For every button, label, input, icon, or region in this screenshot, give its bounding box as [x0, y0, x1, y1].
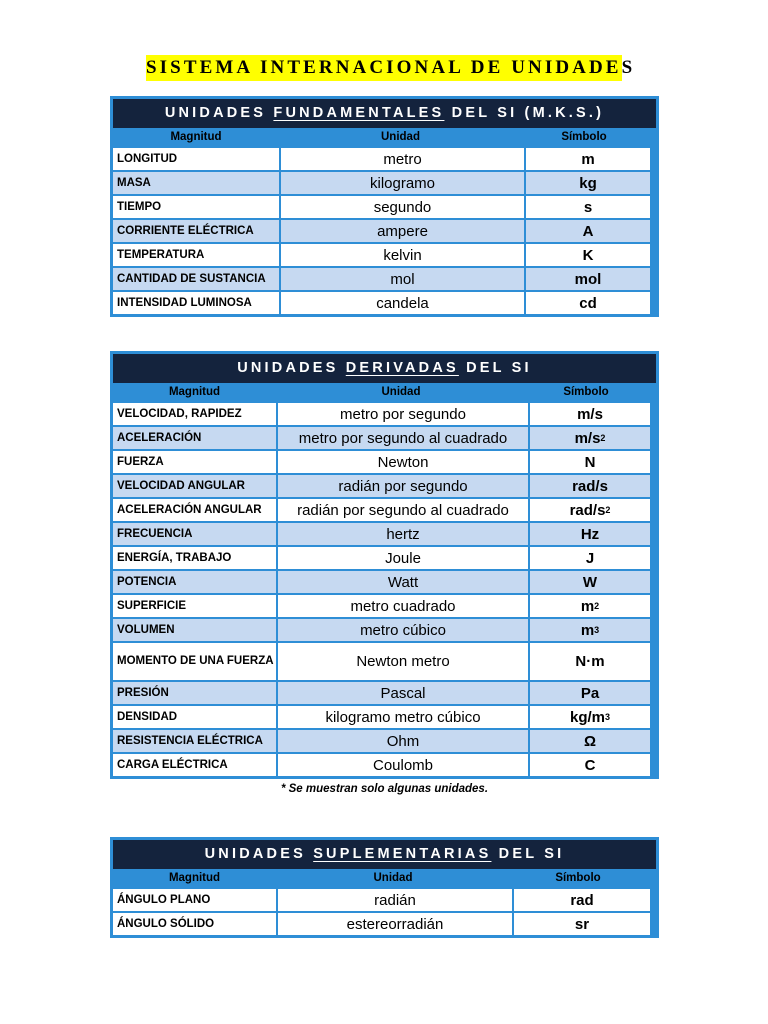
table-row — [113, 292, 656, 314]
header-suffix: DEL SI (M.K.S.) — [444, 105, 605, 121]
column-headers — [113, 383, 656, 401]
table-row — [113, 403, 656, 425]
unidad-cell: Pascal — [278, 682, 528, 704]
magnitud-cell: ÁNGULO PLANO — [113, 889, 276, 911]
page-title: SISTEMA INTERNACIONAL DE UNIDADES — [146, 55, 622, 81]
simbolo-cell: m 3 — [530, 619, 650, 641]
table-row — [113, 475, 656, 497]
table-row — [113, 451, 656, 473]
magnitud-cell: VELOCIDAD, RAPIDEZ — [113, 403, 276, 425]
simbolo-cell — [530, 475, 650, 497]
magnitud-cell: CARGA ELÉCTRICA — [113, 754, 276, 776]
magnitud-cell: LONGITUD — [113, 148, 279, 170]
simbolo-text: m/s — [577, 405, 603, 423]
unidad-cell: Newton metro — [278, 643, 528, 680]
simbolo-text: J — [585, 549, 595, 567]
derived-units-table — [110, 351, 659, 779]
table-row — [113, 754, 656, 776]
table-row — [113, 643, 656, 680]
table-row — [113, 499, 656, 521]
header-keyword: FUNDAMENTALES — [273, 105, 445, 121]
unidad-cell: mol — [281, 268, 524, 290]
fundamental-units-table — [110, 96, 659, 317]
magnitud-cell: CANTIDAD DE SUSTANCIA — [113, 268, 279, 290]
unidad-cell: estereorradián — [278, 913, 512, 935]
table-row — [113, 619, 656, 641]
col-header-simbolo: Símbolo — [561, 131, 607, 143]
simbolo-cell: s — [526, 196, 650, 218]
magnitud-cell: ENERGÍA, TRABAJO — [113, 547, 276, 569]
col-header-simbolo: Símbolo — [563, 386, 609, 398]
simbolo-cell: sr — [514, 913, 650, 935]
simbolo-cell: m — [526, 148, 650, 170]
simbolo-text: N — [584, 453, 596, 471]
table-row — [113, 730, 656, 752]
simbolo-cell: mol — [526, 268, 650, 290]
magnitud-cell: MOMENTO DE UNA FUERZA — [113, 643, 276, 680]
header-prefix: UNIDADES — [164, 105, 274, 121]
unidad-cell: hertz — [278, 523, 528, 545]
magnitud-cell: VELOCIDAD ANGULAR — [113, 475, 276, 497]
unidad-cell: candela — [281, 292, 524, 314]
magnitud-cell: FRECUENCIA — [113, 523, 276, 545]
magnitud-cell: ACELERACIÓN ANGULAR — [113, 499, 276, 521]
table-row — [113, 889, 656, 911]
unidad-cell: radián por segundo al cuadrado — [278, 499, 528, 521]
magnitud-cell: CORRIENTE ELÉCTRICA — [113, 220, 279, 242]
magnitud-cell: ACELERACIÓN — [113, 427, 276, 449]
header-prefix: UNIDADES — [237, 360, 346, 376]
simbolo-cell — [530, 547, 650, 569]
unidad-cell: kilogramo metro cúbico — [278, 706, 528, 728]
simbolo-text: rad/s — [569, 501, 606, 519]
table-row — [113, 172, 656, 194]
simbolo-cell — [530, 571, 650, 593]
simbolo-cell: cd — [526, 292, 650, 314]
simbolo-text: kg/m — [569, 708, 605, 726]
simbolo-cell: rad/s 2 — [530, 499, 650, 521]
simbolo-text: C — [584, 756, 596, 774]
col-header-unidad: Unidad — [373, 872, 413, 884]
magnitud-cell: ÁNGULO SÓLIDO — [113, 913, 276, 935]
simbolo-cell — [530, 682, 650, 704]
simbolo-cell: m 2 — [530, 595, 650, 617]
header-suffix: DEL SI — [491, 846, 565, 862]
unidad-cell: kelvin — [281, 244, 524, 266]
simbolo-text: m/s — [574, 429, 601, 447]
simbolo-text: Hz — [580, 525, 600, 543]
table-row — [113, 220, 656, 242]
magnitud-cell: MASA — [113, 172, 279, 194]
simbolo-cell — [530, 643, 650, 680]
table-row — [113, 244, 656, 266]
supplementary-units-table — [110, 837, 659, 938]
unidad-cell: metro por segundo — [278, 403, 528, 425]
magnitud-cell: RESISTENCIA ELÉCTRICA — [113, 730, 276, 752]
simbolo-cell — [530, 754, 650, 776]
simbolo-cell — [530, 523, 650, 545]
unidad-cell: Joule — [278, 547, 528, 569]
simbolo-text: m — [580, 621, 595, 639]
magnitud-cell: DENSIDAD — [113, 706, 276, 728]
magnitud-cell: FUERZA — [113, 451, 276, 473]
table-row — [113, 196, 656, 218]
unidad-cell: Ohm — [278, 730, 528, 752]
header-keyword: DERIVADAS — [345, 360, 459, 376]
unidad-cell: metro cuadrado — [278, 595, 528, 617]
column-headers — [113, 128, 656, 146]
simbolo-cell — [530, 403, 650, 425]
col-header-unidad: Unidad — [381, 386, 421, 398]
simbolo-text: W — [582, 573, 598, 591]
unidad-cell: radián por segundo — [278, 475, 528, 497]
magnitud-cell: VOLUMEN — [113, 619, 276, 641]
table-row — [113, 913, 656, 935]
simbolo-cell: A — [526, 220, 650, 242]
unidad-cell: Newton — [278, 451, 528, 473]
column-headers — [113, 869, 656, 887]
unidad-cell: segundo — [281, 196, 524, 218]
col-header-magnitud: Magnitud — [168, 386, 221, 398]
magnitud-cell: TEMPERATURA — [113, 244, 279, 266]
simbolo-text: rad/s — [572, 477, 608, 495]
unidad-cell: metro cúbico — [278, 619, 528, 641]
magnitud-cell: SUPERFICIE — [113, 595, 276, 617]
table-header — [113, 840, 656, 869]
col-header-magnitud: Magnitud — [170, 131, 222, 143]
simbolo-cell: K — [526, 244, 650, 266]
simbolo-cell: rad — [514, 889, 650, 911]
magnitud-cell: POTENCIA — [113, 571, 276, 593]
table-row — [113, 427, 656, 449]
simbolo-text: m — [580, 597, 595, 615]
table-row — [113, 706, 656, 728]
table-row — [113, 268, 656, 290]
simbolo-cell — [530, 451, 650, 473]
unidad-cell: metro por segundo al cuadrado — [278, 427, 528, 449]
simbolo-text: Ω — [583, 732, 597, 750]
header-keyword: SUPLEMENTARIAS — [313, 846, 492, 862]
unidad-cell: kilogramo — [281, 172, 524, 194]
simbolo-text: Pa — [580, 684, 600, 702]
unidad-cell: metro — [281, 148, 524, 170]
col-header-simbolo: Símbolo — [555, 872, 601, 884]
magnitud-cell: INTENSIDAD LUMINOSA — [113, 292, 279, 314]
col-header-magnitud: Magnitud — [168, 872, 221, 884]
table-row — [113, 571, 656, 593]
simbolo-cell — [530, 730, 650, 752]
footnote: * Se muestran solo algunas unidades. — [280, 783, 489, 795]
table-header — [113, 99, 656, 128]
simbolo-text: N·m — [575, 653, 605, 670]
table-row — [113, 682, 656, 704]
table-row — [113, 547, 656, 569]
simbolo-cell: kg/m 3 — [530, 706, 650, 728]
col-header-unidad: Unidad — [381, 131, 420, 143]
magnitud-cell: PRESIÓN — [113, 682, 276, 704]
header-prefix: UNIDADES — [204, 846, 314, 862]
table-header — [113, 354, 656, 383]
unidad-cell: radián — [278, 889, 512, 911]
simbolo-cell: m/s 2 — [530, 427, 650, 449]
table-row — [113, 148, 656, 170]
table-row — [113, 595, 656, 617]
unidad-cell: Coulomb — [278, 754, 528, 776]
simbolo-cell: kg — [526, 172, 650, 194]
unidad-cell: Watt — [278, 571, 528, 593]
magnitud-cell: TIEMPO — [113, 196, 279, 218]
table-row — [113, 523, 656, 545]
unidad-cell: ampere — [281, 220, 524, 242]
header-suffix: DEL SI — [458, 360, 532, 376]
